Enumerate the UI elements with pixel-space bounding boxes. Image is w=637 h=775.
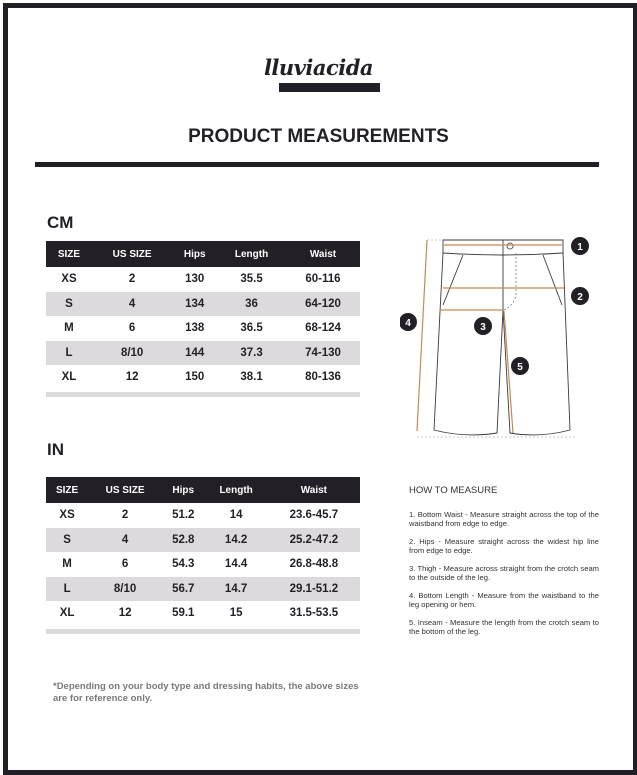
table-row [46,601,360,626]
measure-step: 3. Thigh - Measure across straight from the crotch seam to the outside of the leg. [409,564,599,582]
table-cell: 8/10 [92,341,172,366]
table-cell: XS [61,273,77,286]
column-header: Hips [172,241,217,267]
measure-step: 5. Inseam - Measure the length from the crotch seam to the bottom of the leg. [409,618,599,636]
table-header-row [46,477,360,503]
logo-underline [279,83,380,92]
table-cell: 60-116 [305,273,341,286]
table-cell: 14.7 [205,577,268,602]
table-cell: 38.1 [240,371,263,384]
fly-stitch [504,253,516,310]
table-row [46,528,360,553]
table-row [46,365,360,390]
table-cell: 68-124 [305,322,341,335]
column-header: US SIZE [92,241,172,267]
table-cell: 74-130 [286,341,360,366]
column-header: Waist [286,241,360,267]
table-cell: 36 [217,292,286,317]
measure-step: 4. Bottom Length - Measure from the waistband to the leg opening or hem. [409,591,599,609]
table-cell: 36.5 [240,322,263,335]
table-cell: 64-120 [286,292,360,317]
table-row [46,267,360,292]
column-header: Length [217,241,286,267]
shorts-outline [434,240,570,435]
table-cell: 130 [185,273,205,286]
column-header: Hips [162,477,204,503]
column-header: SIZE [46,477,88,503]
table-row [46,316,360,341]
table-cell: M [62,558,72,571]
table-cell: 26.8-48.8 [289,558,339,571]
table-cell: 15 [229,607,243,620]
table-cell: 54.3 [172,558,195,571]
marker-5-label: 5 [517,362,523,373]
table-cell: 6 [121,558,129,571]
page-title: PRODUCT MEASUREMENTS [188,126,449,147]
unit-heading-in: IN [47,440,64,459]
table-row [46,292,360,317]
table-cell: XL [61,371,77,384]
table-cell: 14.4 [224,558,248,571]
table-cell: S [46,292,92,317]
table-cell: XL [59,607,75,620]
shorts-diagram [400,225,600,445]
measure-step: 2. Hips - Measure straight across the widest hip line from edge to edge. [409,537,599,555]
table-cell: 59.1 [172,607,195,620]
table-cell: M [64,322,74,335]
table-cell: L [46,341,92,366]
table-cell: 14 [229,509,243,522]
marker-1-label: 1 [577,242,583,253]
table-cell: 56.7 [162,577,204,602]
how-to-measure-heading: HOW TO MEASURE [409,485,498,496]
table-cell: 80-136 [305,371,341,384]
column-header: Length [205,477,268,503]
table-cell: 35.5 [240,273,263,286]
table-cell: 52.8 [162,528,204,553]
table-cell: 6 [128,322,136,335]
table-cell: XS [59,509,75,522]
table-row [46,341,360,366]
how-to-measure [409,485,599,645]
size-table-cm [46,241,360,390]
marker-4-label: 4 [405,318,411,329]
table-cell: 134 [172,292,217,317]
footnote: *Depending on your body type and dressing habits, the above sizes are for reference only. [53,681,359,704]
table-row [46,552,360,577]
table-cell: 37.3 [217,341,286,366]
table-cell: 150 [185,371,205,384]
table-header-row [46,241,360,267]
table-cell: 51.2 [172,509,195,522]
table-cell: 4 [92,292,172,317]
table-cell: 4 [88,528,162,553]
table-footer-bar [46,629,360,634]
table-cell: 25.2-47.2 [268,528,360,553]
table-cell: 2 [121,509,129,522]
table-cell: 12 [125,371,139,384]
size-table-in [46,477,360,626]
table-footer-bar [46,392,360,397]
table-cell: S [46,528,88,553]
table-cell: 144 [172,341,217,366]
table-cell: 12 [118,607,132,620]
table-cell: 14.2 [205,528,268,553]
brand-logo: lluviacida [263,55,374,80]
table-row [46,577,360,602]
table-cell: 23.6-45.7 [289,509,339,522]
marker-2-label: 2 [577,292,583,303]
table-cell: 138 [185,322,205,335]
column-header: Waist [268,477,360,503]
table-cell: 8/10 [88,577,162,602]
marker-3-label: 3 [480,322,486,333]
measure-step: 1. Bottom Waist - Measure straight across the top of the waistband from edge to edge. [409,510,599,528]
title-divider [35,162,599,167]
table-cell: 29.1-51.2 [268,577,360,602]
button-icon [507,243,513,249]
table-row [46,503,360,528]
column-header: SIZE [46,241,92,267]
table-cell: 31.5-53.5 [289,607,339,620]
table-cell: L [46,577,88,602]
unit-heading-cm: CM [47,213,74,232]
column-header: US SIZE [88,477,162,503]
table-cell: 2 [128,273,136,286]
